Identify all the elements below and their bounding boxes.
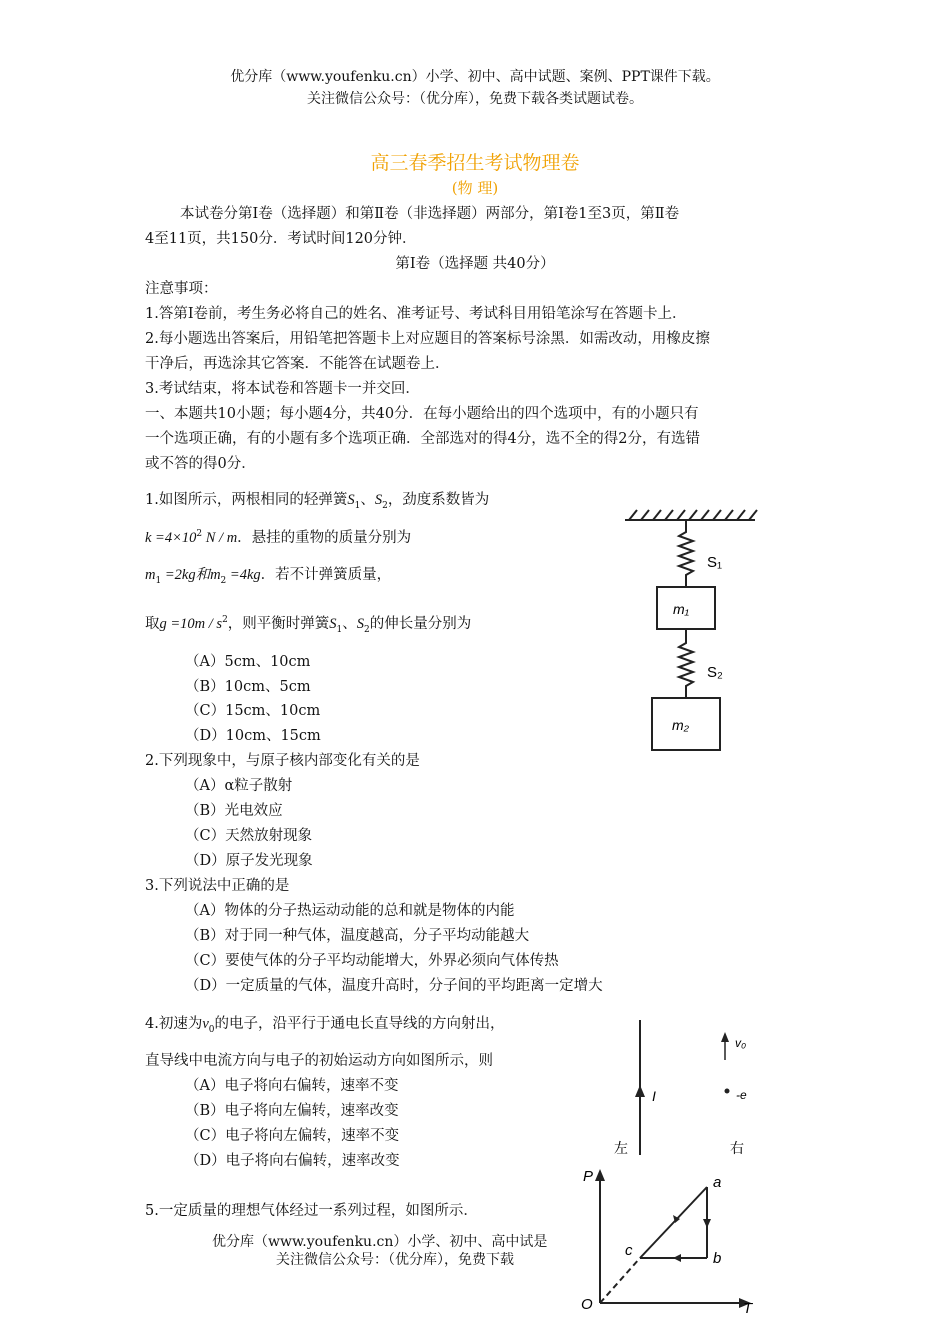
- label-m1: m₁: [673, 601, 690, 617]
- spring-s2: [679, 629, 693, 698]
- label-b: b: [713, 1250, 722, 1267]
- note-2b: 干净后，再选涂其它答案．不能答在试题卷上．: [145, 356, 450, 372]
- arrow-b-to-c: [673, 1254, 681, 1262]
- label-v0: v₀: [735, 1036, 747, 1050]
- section-heading: 第Ⅰ卷（选择题 共40分）: [395, 256, 555, 272]
- q1-option-c: （C）15cm、10cm: [185, 703, 321, 719]
- label-c: c: [625, 1242, 633, 1259]
- label-electron: -e: [736, 1088, 747, 1102]
- page-title: 高三春季招生考试物理卷: [370, 152, 580, 174]
- label-current: I: [652, 1088, 656, 1104]
- label-right: 右: [730, 1140, 744, 1156]
- q1-line-4: 取$g =10m / s^2$，则平衡时弹簧$S_1$、$S_2$的伸长量分别为: [145, 615, 472, 635]
- electron-dot: [725, 1089, 730, 1094]
- q2-stem: 2.下列现象中，与原子核内部变化有关的是: [145, 753, 420, 769]
- q2-option-d: （D）原子发光现象: [185, 853, 313, 869]
- ceiling: [625, 510, 757, 520]
- q1-line-3: $m_1 =2kg$和$m_2 =4kg$．若不计弹簧质量，: [145, 567, 392, 586]
- q2-option-b: （B）光电效应: [185, 803, 283, 819]
- q3-stem: 3.下列说法中正确的是: [145, 878, 290, 894]
- q3-option-d: （D）一定质量的气体，温度升高时，分子间的平均距离一定增大: [185, 978, 603, 994]
- note-2a: 2.每小题选出答案后，用铅笔把答题卡上对应题目的答案标号涂黑．如需改动，用橡皮擦: [145, 331, 710, 347]
- q3-option-c: （C）要使气体的分子平均动能增大，外界必须向气体传热: [185, 953, 559, 969]
- note-1: 1.答第Ⅰ卷前，考生务必将自己的姓名、准考证号、考试科目用铅笔涂写在答题卡上．: [145, 306, 687, 322]
- q4-option-a: （A）电子将向右偏转，速率不变: [185, 1078, 399, 1094]
- q3-option-b: （B）对于同一种气体，温度越高，分子平均动能越大: [185, 928, 530, 944]
- footer-line-2: 关注微信公众号：（优分库），免费下载: [276, 1252, 514, 1268]
- p-axis-arrowhead: [595, 1169, 605, 1181]
- part1-line-1: 一、本题共10小题；每小题4分，共40分．在每小题给出的四个选项中，有的小题只有: [145, 406, 699, 422]
- q4-line-2: 直导线中电流方向与电子的初始运动方向如图所示，则: [145, 1053, 493, 1069]
- part1-line-2: 一个选项正确，有的小题有多个选项正确．全部选对的得4分，选不全的得2分，有选错: [145, 431, 700, 447]
- label-s2: S₂: [707, 664, 723, 681]
- q3-option-a: （A）物体的分子热运动动能的总和就是物体的内能: [185, 903, 515, 919]
- spring-mass-figure: [615, 505, 765, 760]
- footer-line-1: 优分库（www.youfenku.cn）小学、初中、高中试是: [212, 1234, 548, 1250]
- q4-option-c: （C）电子将向左偏转，速率不变: [185, 1128, 400, 1144]
- arrow-a-to-b: [703, 1219, 711, 1228]
- q5-stem: 5.一定质量的理想气体经过一系列过程，如图所示．: [145, 1203, 478, 1219]
- q4-option-b: （B）电子将向左偏转，速率改变: [185, 1103, 399, 1119]
- label-a: a: [713, 1174, 722, 1191]
- label-origin: O: [581, 1296, 593, 1313]
- part1-line-3: 或不答的得0分．: [145, 456, 256, 472]
- intro-line-2: 4至11页，共150分．考试时间120分钟．: [145, 231, 417, 247]
- header-line-2: 关注微信公众号：（优分库），免费下载各类试题试卷。: [307, 91, 643, 107]
- label-p-axis: P: [583, 1168, 594, 1185]
- page-subtitle: (物 理): [451, 179, 499, 197]
- wire-electron-figure: [600, 1015, 770, 1165]
- pt-diagram: [575, 1163, 770, 1318]
- q1-line-1: 1.如图所示，两根相同的轻弹簧$S_1$、$S_2$，劲度系数皆为: [145, 492, 490, 511]
- velocity-arrowhead: [721, 1032, 729, 1042]
- note-3: 3.考试结束，将本试卷和答题卡一并交回．: [145, 381, 420, 397]
- process-c-to-a: [640, 1187, 707, 1258]
- current-arrowhead: [635, 1085, 645, 1097]
- q4-line-1: 4.初速为$v_0$的电子，沿平行于通电长直导线的方向射出，: [145, 1016, 505, 1035]
- intro-line-1: 本试卷分第Ⅰ卷（选择题）和第Ⅱ卷（非选择题）两部分，第Ⅰ卷1至3页，第Ⅱ卷: [180, 206, 680, 222]
- label-s1: S₁: [707, 554, 723, 571]
- label-t-axis: T: [743, 1300, 753, 1317]
- q1-option-d: （D）10cm、15cm: [185, 728, 321, 744]
- q1-line-2: $k =4\times 10^2$ N / m．悬挂的重物的质量分别为: [145, 529, 412, 546]
- label-left: 左: [614, 1140, 628, 1156]
- q2-option-c: （C）天然放射现象: [185, 828, 313, 844]
- label-m2: m₂: [672, 717, 690, 733]
- q1-option-a: （A）5cm、10cm: [185, 654, 311, 670]
- header-line-1: 优分库（www.youfenku.cn）小学、初中、高中试题、案例、PPT课件下载。: [230, 69, 720, 85]
- q4-option-d: （D）电子将向右偏转，速率改变: [185, 1153, 400, 1169]
- q2-option-a: （A）α粒子散射: [185, 778, 293, 794]
- spring-s1: [679, 520, 693, 587]
- q1-option-b: （B）10cm、5cm: [185, 679, 311, 695]
- notes-heading: 注意事项：: [145, 281, 218, 297]
- dashed-extension: [600, 1258, 640, 1303]
